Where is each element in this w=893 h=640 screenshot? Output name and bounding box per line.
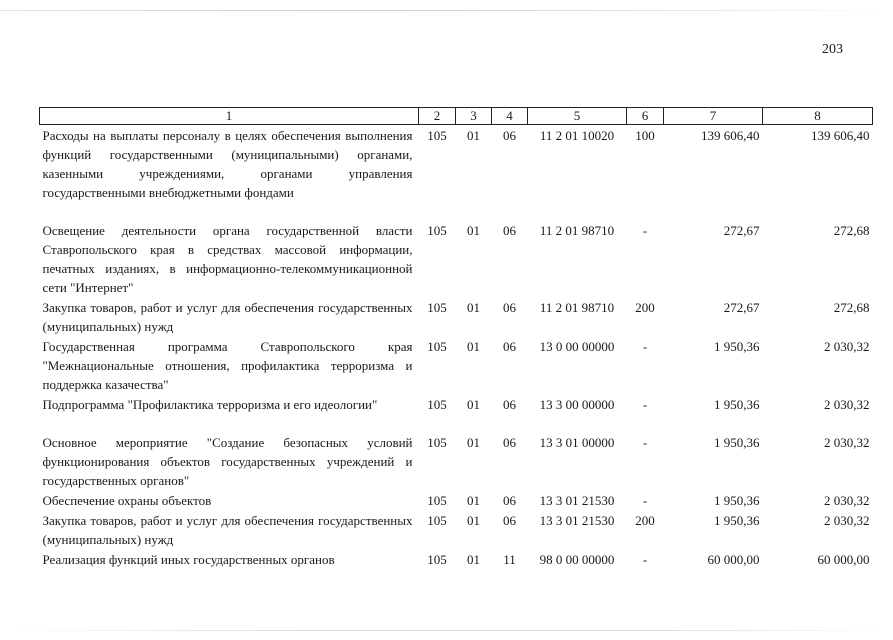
row-col-7: 1 950,36 [714,396,760,412]
scan-edge-bottom [0,630,893,631]
row-col-3: 01 [467,128,480,143]
row-col-2: 105 [427,434,447,450]
table-row [40,490,873,510]
row-col-8: 272,68 [833,299,870,315]
table-row [40,336,873,394]
row-name: Обеспечение охраны объектов [42,492,212,508]
row-col-4: 06 [503,396,516,412]
row-col-2: 105 [427,222,447,238]
row-col-5: 13 3 01 21530 [539,512,615,528]
row-col-4: 06 [503,222,516,238]
row-col-5: 11 2 01 98710 [539,299,615,315]
row-name: Основное мероприятие "Создание безопасных условий функционирования объектов государственных учреждений и государственных органов" [42,434,413,488]
row-col-6: 200 [635,512,655,528]
page-number: 203 [822,42,843,57]
header-col-4: 4 [492,108,528,125]
table-row [40,297,873,336]
row-col-6: - [642,492,648,508]
row-col-2: 105 [427,551,447,567]
row-name: Расходы на выплаты персоналу в целях обеспечения выполнения функций государственными (муниципальными) органами, казенными учреждениями, органами управления государственными внебюджетными фондами [42,128,413,200]
row-name: Освещение деятельности органа государственной власти Ставропольского края в средствах массовой информации, печатных изданиях, в информационно-телекоммуникационной сети "Интернет" [42,222,413,295]
row-col-3: 01 [467,492,480,508]
table-header [40,108,873,125]
row-col-6: - [642,434,648,450]
row-col-3: 01 [467,512,480,528]
row-name: Закупка товаров, работ и услуг для обеспечения государственных (муниципальных) нужд [42,512,413,547]
row-col-3: 01 [467,299,480,315]
budget-table [39,107,873,569]
row-col-8: 272,68 [833,222,870,238]
row-col-7: 1 950,36 [714,492,760,508]
row-col-5: 13 3 01 00000 [539,434,615,450]
row-col-3: 01 [467,338,480,354]
row-col-5: 98 0 00 00000 [539,551,615,567]
row-col-5: 13 0 00 00000 [539,338,615,354]
row-col-8: 2 030,32 [824,396,870,412]
row-col-6: - [642,551,648,567]
row-col-8: 2 030,32 [824,492,870,508]
row-col-3: 01 [467,551,480,567]
row-col-3: 01 [467,434,480,450]
row-col-5: 11 2 01 10020 [539,128,615,143]
row-col-6: 100 [635,128,655,143]
row-col-5: 11 2 01 98710 [539,222,615,238]
row-col-2: 105 [427,512,447,528]
row-col-2: 105 [427,338,447,354]
row-col-7: 1 950,36 [714,512,760,528]
header-col-7: 7 [664,108,763,125]
table-row [40,432,873,490]
scan-edge-top [0,10,893,11]
row-col-4: 11 [503,551,516,567]
row-name: Государственная программа Ставропольского края "Межнациональные отношения, профилактика терроризма и поддержка казачества" [42,338,413,392]
row-col-8: 60 000,00 [817,551,870,567]
row-col-4: 06 [503,338,516,354]
row-col-2: 105 [427,396,447,412]
header-col-8: 8 [763,108,873,125]
row-col-6: - [642,396,648,412]
row-col-7: 272,67 [723,222,760,238]
row-col-5: 13 3 00 00000 [539,396,615,412]
row-col-7: 1 950,36 [714,338,760,354]
row-col-6: - [642,222,648,238]
row-col-7: 272,67 [723,299,760,315]
row-col-7: 60 000,00 [707,551,760,567]
row-col-3: 01 [467,396,480,412]
table-row [40,220,873,297]
row-col-5: 13 3 01 21530 [539,492,615,508]
row-col-7: 1 950,36 [714,434,760,450]
row-col-4: 06 [503,128,516,143]
row-name: Реализация функций иных государственных органов [42,551,335,567]
row-col-4: 06 [503,492,516,508]
row-col-2: 105 [427,492,447,508]
header-col-1: 1 [40,108,419,125]
row-col-8: 2 030,32 [824,512,870,528]
table-row [40,510,873,549]
row-col-2: 105 [427,299,447,315]
row-col-6: - [642,338,648,354]
header-row [40,108,873,125]
row-col-4: 06 [503,434,516,450]
row-name: Подпрограмма "Профилактика терроризма и его идеологии" [42,396,378,412]
table-row [40,125,873,220]
table-row [40,394,873,432]
row-col-2: 105 [427,128,447,143]
row-col-6: 200 [635,299,655,315]
header-col-6: 6 [627,108,664,125]
row-col-8: 2 030,32 [824,434,870,450]
header-col-5: 5 [528,108,627,125]
row-col-8: 139 606,40 [811,128,870,143]
header-col-3: 3 [456,108,492,125]
row-name: Закупка товаров, работ и услуг для обеспечения государственных (муниципальных) нужд [42,299,413,334]
table-row [40,549,873,569]
row-col-8: 2 030,32 [824,338,870,354]
header-col-2: 2 [419,108,456,125]
row-col-4: 06 [503,299,516,315]
row-col-4: 06 [503,512,516,528]
row-col-3: 01 [467,222,480,238]
table-body [40,125,873,569]
row-col-7: 139 606,40 [701,128,760,143]
